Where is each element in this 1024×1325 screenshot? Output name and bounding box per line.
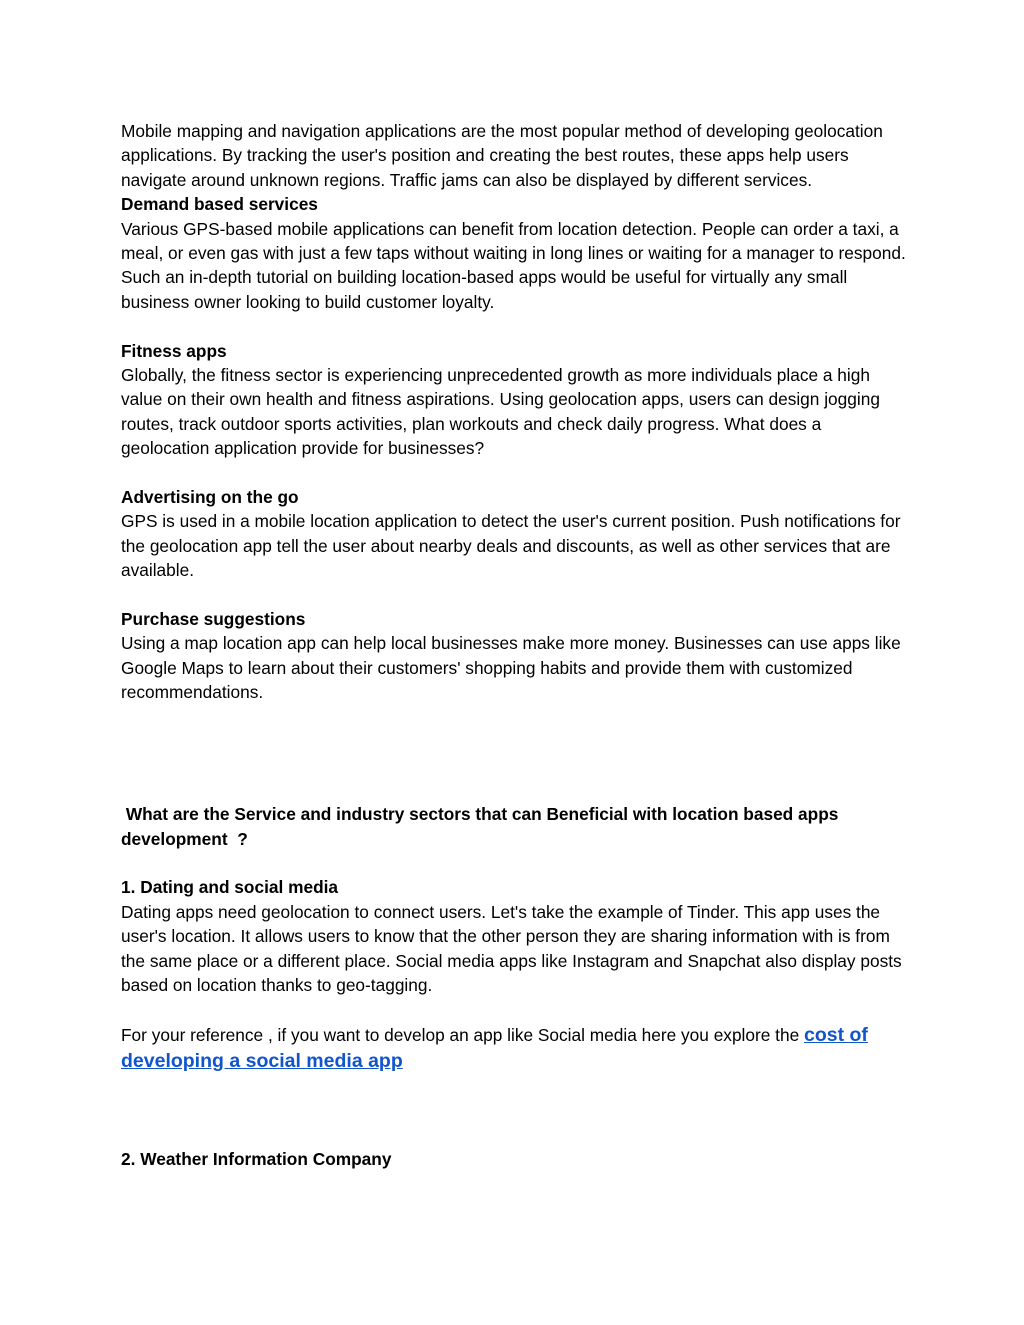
demand-paragraph: Various GPS-based mobile applications can benefit from location detection. People can order a taxi, a meal, or even gas with just a few taps without waiting in long lines or waiting for a manager to respond. Such an in-depth tutorial on building location-based apps would be useful for virtually any small business owner looking to build customer loyalty. — [121, 218, 906, 312]
spacer — [121, 583, 911, 607]
purchase-heading: Purchase suggestions — [121, 609, 306, 630]
dating-paragraph: Dating apps need geolocation to connect users. Let's take the example of Tinder. This app uses the user's location. It allows users to know that the other person they are sharing information with is from the same place or a different place. Social media apps like Instagram and Snapchat also display posts based on location thanks to geo-tagging. — [121, 901, 902, 996]
dating-heading: 1. Dating and social media — [121, 877, 339, 898]
advertising-heading: Advertising on the go — [121, 487, 299, 508]
spacer — [121, 1098, 911, 1122]
reference-paragraph — [121, 1022, 911, 1074]
spacer — [121, 729, 911, 753]
spacer — [121, 314, 911, 338]
spacer — [121, 1123, 911, 1147]
intro-paragraph: Mobile mapping and navigation applications are the most popular method of developing geolocation applications. By tracking the user's position and creating the best routes, these apps help users navigate around unknown regions. Traffic jams can also be displayed by different services. — [121, 121, 883, 190]
advertising-paragraph: GPS is used in a mobile location application to detect the user's current position. Push notifications for the geolocation app tell the user about nearby deals and discounts, as well as other services that are available. — [121, 511, 901, 581]
spacer — [121, 778, 911, 802]
spacer — [121, 998, 911, 1022]
fitness-paragraph: Globally, the fitness sector is experiencing unprecedented growth as more individuals place a high value on their own health and fitness aspirations. Using geolocation apps, users can design jogging routes, track outdoor sports activities, plan workouts and check daily progress. What does a geolocation application provide for businesses? — [121, 365, 880, 459]
spacer — [121, 851, 911, 875]
sectors-heading: What are the Service and industry sectors that can Beneficial with location based apps development ? — [121, 804, 844, 849]
demand-heading: Demand based services — [121, 194, 318, 215]
spacer — [121, 705, 911, 729]
spacer — [121, 753, 911, 777]
fitness-heading: Fitness apps — [121, 340, 227, 361]
social-media-cost-link[interactable]: cost of developing a social media app — [121, 1023, 868, 1072]
reference-text: For your reference , if you want to develop an app like Social media here you explore the — [121, 1024, 804, 1045]
document-page — [121, 119, 911, 1171]
purchase-paragraph: Using a map location app can help local businesses make more money. Businesses can use apps like Google Maps to learn about their customers' shopping habits and provide them with customized recommendations. — [121, 633, 901, 703]
spacer — [121, 461, 911, 485]
spacer — [121, 1074, 911, 1098]
weather-heading: 2. Weather Information Company — [121, 1149, 392, 1170]
